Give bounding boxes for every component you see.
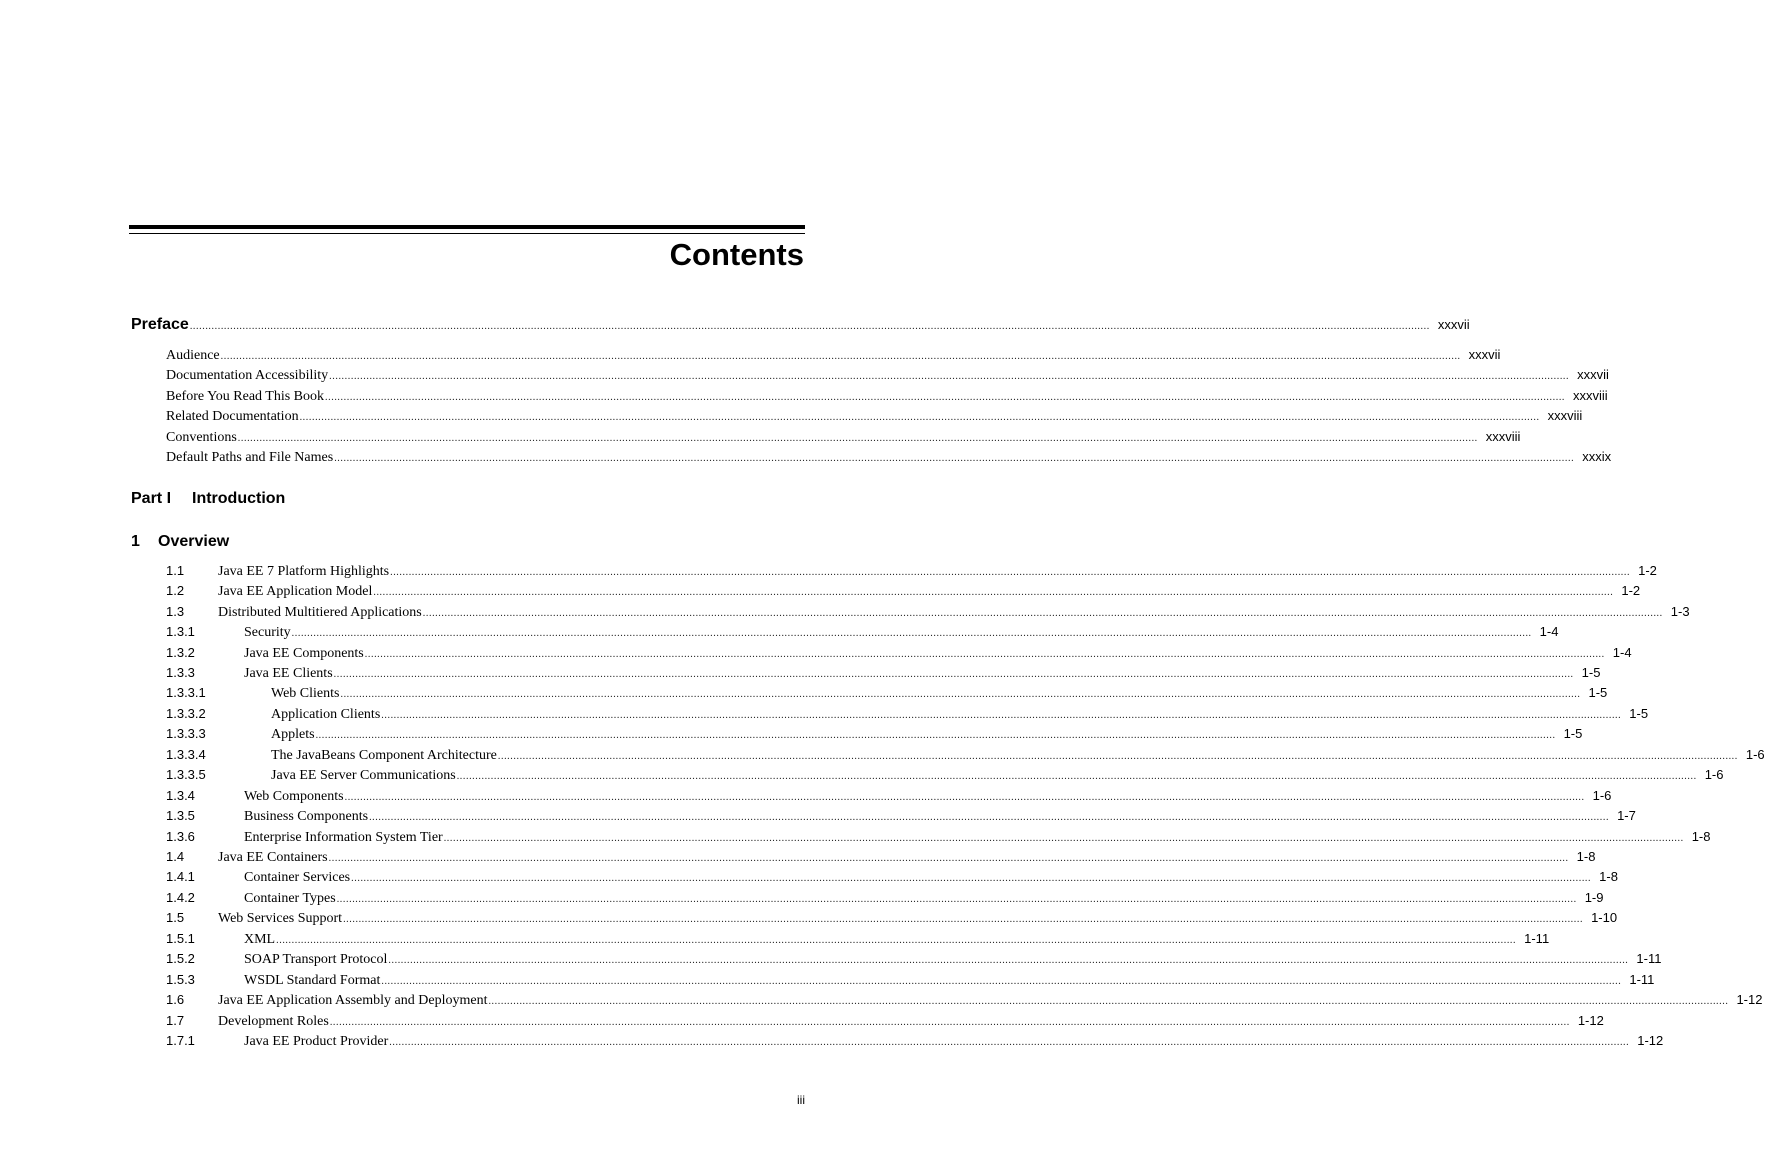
toc-entry-label: Java EE Containers: [218, 850, 328, 865]
toc-entry-number: 1.3.3.1: [166, 685, 206, 700]
toc-entry-label: Java EE Application Model: [218, 584, 373, 599]
toc-entry[interactable]: [166, 367, 1609, 384]
leader-dots: ................................................................................................................................................................................................................................................................................................................................................................................................................: [381, 710, 1622, 721]
toc-entry-label: Security: [244, 625, 291, 640]
leader-dots: ................................................................................................................................................................................................................................................................................................................................................................................................................: [237, 433, 1478, 444]
leader-dots: ................................................................................................................................................................................................................................................................................................................................................................................................................: [497, 751, 1738, 762]
toc-entry-page: 1-2: [1638, 563, 1657, 578]
leader-dots: ................................................................................................................................................................................................................................................................................................................................................................................................................: [299, 412, 1540, 423]
toc-entry[interactable]: [166, 685, 1608, 702]
toc-entry-number: 1.3.5: [166, 808, 195, 823]
toc-entry-page: 1-8: [1576, 849, 1596, 864]
toc-entry-number: 1.3: [166, 604, 185, 619]
leader-dots: ................................................................................................................................................................................................................................................................................................................................................................................................................: [364, 649, 1605, 660]
toc-entry-label: Before You Read This Book: [166, 389, 325, 404]
toc-entry-page: 1-5: [1563, 726, 1583, 741]
toc-entry-label: Applets: [271, 727, 315, 742]
leader-dots: ................................................................................................................................................................................................................................................................................................................................................................................................................: [329, 371, 1570, 382]
toc-entry[interactable]: [166, 665, 1601, 682]
toc-entry-page: xxxviii: [1485, 429, 1521, 444]
toc-entry-label: WSDL Standard Format: [244, 973, 381, 988]
toc-entry-label: Web Clients: [271, 686, 340, 701]
toc-entry-number: 1.3.3.5: [166, 767, 206, 782]
part-heading[interactable]: [131, 490, 285, 508]
toc-entry-number: 1.3.6: [166, 829, 195, 844]
toc-entry-page: 1-12: [1577, 1013, 1604, 1028]
toc-entry-page: xxxix: [1582, 449, 1612, 464]
toc-entry-label: Container Types: [244, 891, 336, 906]
toc-entry[interactable]: [166, 829, 1711, 846]
toc-entry-page: 1-12: [1736, 992, 1763, 1007]
toc-entry-label: Java EE Components: [244, 646, 364, 661]
toc-entry-label: Business Components: [244, 809, 369, 824]
leader-dots: ................................................................................................................................................................................................................................................................................................................................................................................................................: [373, 587, 1614, 598]
toc-entry[interactable]: [166, 449, 1612, 466]
toc-entry-number: 1.5.3: [166, 972, 195, 987]
toc-entry-page: 1-12: [1637, 1033, 1664, 1048]
toc-entry[interactable]: [166, 388, 1608, 405]
toc-entry-number: 1.5.2: [166, 951, 195, 966]
leader-dots: ................................................................................................................................................................................................................................................................................................................................................................................................................: [340, 689, 1581, 700]
toc-entry-label: Default Paths and File Names: [166, 450, 334, 465]
leader-dots: ................................................................................................................................................................................................................................................................................................................................................................................................................: [328, 853, 1569, 864]
leader-dots: ................................................................................................................................................................................................................................................................................................................................................................................................................: [488, 996, 1729, 1007]
toc-entry-page: 1-4: [1612, 645, 1632, 660]
toc-entry-page: 1-6: [1592, 788, 1612, 803]
page-number: iii: [797, 1093, 805, 1107]
toc-entry-page: 1-11: [1636, 951, 1662, 966]
toc-entry-label: Audience: [166, 348, 220, 363]
chapter-heading[interactable]: [131, 533, 229, 551]
toc-entry-number: 1.5: [166, 910, 185, 925]
toc-entry-page: xxxviii: [1573, 388, 1608, 403]
toc-entry[interactable]: [166, 849, 1596, 866]
toc-entry-number: 1.4: [166, 849, 185, 864]
toc-entry[interactable]: [166, 890, 1604, 907]
toc-entry-number: 1.2: [166, 583, 185, 598]
toc-entry-number: 1.3.4: [166, 788, 195, 803]
toc-entry-preface[interactable]: [131, 316, 1470, 334]
toc-entry[interactable]: [166, 972, 1655, 989]
toc-entry[interactable]: [166, 869, 1618, 886]
toc-entry-label: Java EE Clients: [244, 666, 333, 681]
toc-entry[interactable]: [166, 1013, 1604, 1030]
toc-entry-page: 1-8: [1691, 829, 1711, 844]
toc-entry-page: 1-5: [1588, 685, 1608, 700]
toc-entry-number: 1.3.1: [166, 624, 195, 639]
toc-entry-number: 1.3.3.3: [166, 726, 206, 741]
toc-entry-page: 1-6: [1745, 747, 1765, 762]
toc-entry-page: xxxvii: [1577, 367, 1609, 382]
leader-dots: ................................................................................................................................................................................................................................................................................................................................................................................................................: [333, 669, 1574, 680]
toc-entry-page: 1-2: [1621, 583, 1641, 598]
toc-entry-page: 1-6: [1704, 767, 1724, 782]
toc-entry-label: SOAP Transport Protocol: [244, 952, 388, 967]
toc-entry[interactable]: [166, 624, 1559, 641]
toc-entry[interactable]: [166, 583, 1641, 600]
leader-dots: ................................................................................................................................................................................................................................................................................................................................................................................................................: [456, 771, 1697, 782]
toc-entry-number: 1.7: [166, 1013, 185, 1028]
leader-dots: ................................................................................................................................................................................................................................................................................................................................................................................................................: [389, 1037, 1630, 1048]
toc-entry-number: 1.4.1: [166, 869, 195, 884]
leader-dots: ................................................................................................................................................................................................................................................................................................................................................................................................................: [315, 730, 1556, 741]
leader-dots: ................................................................................................................................................................................................................................................................................................................................................................................................................: [189, 321, 1430, 332]
toc-entry-page: xxxvii: [1437, 317, 1470, 332]
toc-entry-label: Java EE Product Provider: [244, 1034, 389, 1049]
leader-dots: ................................................................................................................................................................................................................................................................................................................................................................................................................: [325, 392, 1566, 403]
toc-entry-label: Java EE Server Communications: [271, 768, 456, 783]
toc-entry[interactable]: [166, 645, 1632, 662]
toc-entry-label: Enterprise Information System Tier: [244, 830, 443, 845]
toc-entry[interactable]: [166, 808, 1636, 825]
toc-entry[interactable]: [166, 931, 1550, 948]
leader-dots: ................................................................................................................................................................................................................................................................................................................................................................................................................: [291, 628, 1532, 639]
part-number: Part I: [131, 490, 172, 507]
toc-entry-number: 1.3.3.4: [166, 747, 206, 762]
toc-entry-label: XML: [244, 932, 276, 947]
toc-entry-page: 1-5: [1629, 706, 1649, 721]
toc-entry[interactable]: [166, 563, 1657, 580]
chapter-number: 1: [131, 533, 140, 550]
toc-entry-number: 1.3.3.2: [166, 706, 206, 721]
toc-entry-label: Java EE Application Assembly and Deployment: [218, 993, 488, 1008]
toc-entry[interactable]: [166, 726, 1583, 743]
toc-entry-label: Container Services: [244, 870, 351, 885]
toc-entry[interactable]: [166, 747, 1765, 764]
toc-entry[interactable]: [166, 910, 1618, 927]
leader-dots: ................................................................................................................................................................................................................................................................................................................................................................................................................: [220, 351, 1461, 362]
toc-entry[interactable]: [166, 604, 1690, 621]
leader-dots: ................................................................................................................................................................................................................................................................................................................................................................................................................: [276, 935, 1517, 946]
toc-entry-page: 1-5: [1581, 665, 1601, 680]
toc-entry-page: 1-11: [1524, 931, 1550, 946]
toc-entry-page: 1-4: [1539, 624, 1559, 639]
toc-entry[interactable]: [166, 1033, 1664, 1050]
toc-entry-page: 1-11: [1629, 972, 1655, 987]
toc-entry[interactable]: [166, 408, 1583, 425]
top-rule-thick: [129, 225, 805, 229]
toc-entry-label: Distributed Multitiered Applications: [218, 605, 422, 620]
leader-dots: ................................................................................................................................................................................................................................................................................................................................................................................................................: [351, 873, 1592, 884]
chapter-title: Overview: [158, 533, 230, 550]
leader-dots: ................................................................................................................................................................................................................................................................................................................................................................................................................: [369, 812, 1610, 823]
toc-entry-label: Documentation Accessibility: [166, 368, 329, 383]
toc-entry-label: Application Clients: [271, 707, 381, 722]
toc-entry-page: 1-7: [1617, 808, 1636, 823]
leader-dots: ................................................................................................................................................................................................................................................................................................................................................................................................................: [390, 567, 1631, 578]
toc-entry-label: Development Roles: [218, 1014, 329, 1029]
toc-entry[interactable]: [166, 992, 1763, 1009]
toc-entry-page: xxxvii: [1468, 347, 1501, 362]
toc-entry-page: 1-8: [1599, 869, 1618, 884]
leader-dots: ................................................................................................................................................................................................................................................................................................................................................................................................................: [344, 792, 1585, 803]
toc-entry-number: 1.7.1: [166, 1033, 195, 1048]
toc-entry-number: 1.3.2: [166, 645, 195, 660]
leader-dots: ................................................................................................................................................................................................................................................................................................................................................................................................................: [422, 608, 1663, 619]
toc-entry[interactable]: [166, 347, 1501, 364]
toc-entry[interactable]: [166, 788, 1612, 805]
toc-entry[interactable]: [166, 951, 1662, 968]
toc-entry-label: Web Components: [244, 789, 344, 804]
toc-entry-number: 1.4.2: [166, 890, 195, 905]
leader-dots: ................................................................................................................................................................................................................................................................................................................................................................................................................: [336, 894, 1577, 905]
leader-dots: ................................................................................................................................................................................................................................................................................................................................................................................................................: [329, 1017, 1570, 1028]
page-title: Contents: [669, 237, 804, 272]
toc-entry[interactable]: [166, 706, 1649, 723]
toc-entry[interactable]: [166, 767, 1724, 784]
toc-entry-page: 1-9: [1584, 890, 1604, 905]
leader-dots: ................................................................................................................................................................................................................................................................................................................................................................................................................: [443, 833, 1684, 844]
toc-entry-page: xxxviii: [1547, 408, 1583, 423]
part-title: Introduction: [192, 490, 286, 507]
leader-dots: ................................................................................................................................................................................................................................................................................................................................................................................................................: [388, 955, 1629, 966]
toc-entry-label: Related Documentation: [166, 409, 299, 424]
toc-entry-label: Conventions: [166, 430, 237, 445]
toc-entry-number: 1.1: [166, 563, 185, 578]
leader-dots: ................................................................................................................................................................................................................................................................................................................................................................................................................: [334, 453, 1575, 464]
leader-dots: ................................................................................................................................................................................................................................................................................................................................................................................................................: [343, 914, 1584, 925]
toc-entry-page: 1-10: [1591, 910, 1618, 925]
toc-entry-label: Java EE 7 Platform Highlights: [218, 564, 390, 579]
toc-entry-number: 1.3.3: [166, 665, 195, 680]
toc-entry-number: 1.6: [166, 992, 185, 1007]
toc-entry-label: Web Services Support: [218, 911, 343, 926]
leader-dots: ................................................................................................................................................................................................................................................................................................................................................................................................................: [381, 976, 1622, 987]
toc-entry[interactable]: [166, 429, 1521, 446]
toc-entry-label: Preface: [131, 316, 189, 333]
toc-entry-label: The JavaBeans Component Architecture: [271, 748, 497, 763]
toc-entry-page: 1-3: [1670, 604, 1690, 619]
toc-entry-number: 1.5.1: [166, 931, 195, 946]
